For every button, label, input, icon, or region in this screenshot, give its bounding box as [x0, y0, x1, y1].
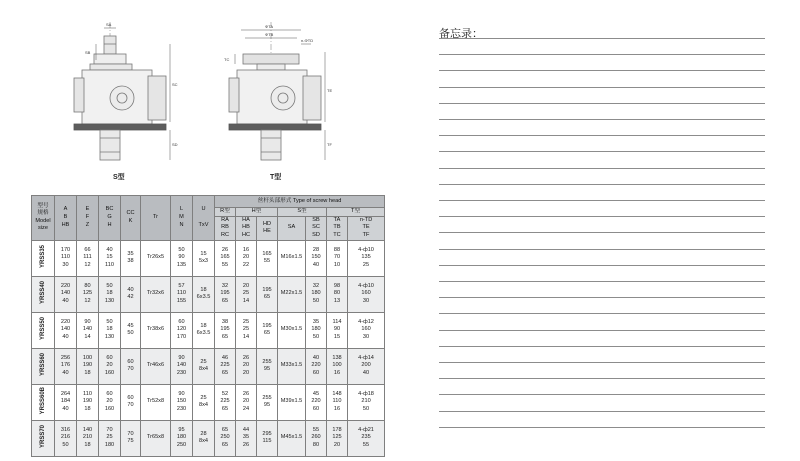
table-cell: 4-ф10 135 25: [348, 240, 385, 276]
t-type-drawing: [215, 14, 345, 164]
memo-line: [439, 103, 765, 104]
table-cell: Tr46x6: [141, 348, 171, 384]
table-cell: 32 195 65: [215, 276, 236, 312]
spec-table: [31, 195, 385, 457]
memo-line: [439, 297, 765, 298]
header-hd: HD HE: [257, 216, 278, 240]
table-cell: 4-ф18 210 50: [348, 384, 385, 420]
memo-line: [439, 362, 765, 363]
memo-line: [439, 249, 765, 250]
table-cell: 15 5x3: [193, 240, 215, 276]
table-cell: 110 190 18: [77, 384, 99, 420]
table-cell: 255 95: [257, 384, 278, 420]
dim-sa-label: SA: [106, 22, 112, 27]
table-cell: 60 120 170: [171, 312, 193, 348]
header-abh: A B HB: [55, 196, 77, 241]
table-cell: 295 115: [257, 420, 278, 456]
table-cell: M33x1.5: [278, 348, 306, 384]
header-ra: RA RB RC: [215, 216, 236, 240]
model-cell: YRSS60: [39, 352, 46, 376]
table-row: [32, 312, 385, 348]
memo-line: [439, 70, 765, 71]
memo-line: [439, 168, 765, 169]
table-cell: Tr65x8: [141, 420, 171, 456]
table-cell: 20 25 14: [236, 276, 257, 312]
table-cell: Tr52x8: [141, 384, 171, 420]
table-cell: 35 180 50: [306, 312, 327, 348]
table-cell: 4-ф10 160 30: [348, 276, 385, 312]
memo-line: [439, 265, 765, 266]
dim-sd-label: SD: [172, 142, 178, 147]
model-cell: YRSS40: [39, 280, 46, 304]
table-cell: 70 25 180: [99, 420, 121, 456]
table-cell: 148 110 16: [327, 384, 348, 420]
table-cell: 35 38: [121, 240, 141, 276]
table-cell: 90 150 230: [171, 384, 193, 420]
table-cell: 220 140 40: [55, 276, 77, 312]
table-cell: M16x1.5: [278, 240, 306, 276]
memo-line: [439, 135, 765, 136]
header-u: U TxV: [193, 196, 215, 241]
header-ta: TA TB TC: [327, 216, 348, 240]
model-cell: YRSS70: [39, 424, 46, 448]
header-h-type: H型: [236, 208, 278, 217]
table-cell: M30x1.5: [278, 312, 306, 348]
memo-line: [439, 38, 765, 39]
table-cell: M45x1.5: [278, 420, 306, 456]
table-cell: 26 20 24: [236, 384, 257, 420]
table-cell: 60 20 160: [99, 348, 121, 384]
table-cell: 256 176 40: [55, 348, 77, 384]
memo-line: [439, 346, 765, 347]
header-screw-head: 丝杆头部形式 Type of screw head: [215, 196, 385, 208]
header-ntd: n-TD TE TF: [348, 216, 385, 240]
table-cell: 40 15 110: [99, 240, 121, 276]
dim-tf-label: TF: [327, 142, 332, 147]
memo-line: [439, 87, 765, 88]
table-cell: 165 55: [257, 240, 278, 276]
dim-ta-label: ΦTA: [265, 24, 274, 29]
table-row: [32, 420, 385, 456]
table-cell: 138 100 16: [327, 348, 348, 384]
s-type-caption: S型: [113, 174, 125, 181]
table-cell: 316 216 50: [55, 420, 77, 456]
table-cell: Tr26x5: [141, 240, 171, 276]
table-cell: 100 190 18: [77, 348, 99, 384]
table-cell: 46 225 65: [215, 348, 236, 384]
header-t-type: T型: [327, 208, 385, 217]
table-cell: 55 260 80: [306, 420, 327, 456]
memo-line: [439, 200, 765, 201]
table-cell: 16 20 22: [236, 240, 257, 276]
memo-line: [439, 427, 765, 428]
memo-line: [439, 216, 765, 217]
memo-line: [439, 184, 765, 185]
table-row: [32, 384, 385, 420]
table-row: [32, 240, 385, 276]
table-cell: 195 65: [257, 312, 278, 348]
table-cell: 98 80 13: [327, 276, 348, 312]
table-cell: 4-ф14 200 40: [348, 348, 385, 384]
table-cell: 60 70: [121, 384, 141, 420]
table-cell: 60 20 160: [99, 384, 121, 420]
memo-line: [439, 119, 765, 120]
table-cell: 4-ф21 235 55: [348, 420, 385, 456]
table-cell: 44 35 26: [236, 420, 257, 456]
model-cell: YRSS60B: [39, 386, 46, 414]
header-efz: E F Z: [77, 196, 99, 241]
header-bcgh: BC G H: [99, 196, 121, 241]
table-cell: M22x1.5: [278, 276, 306, 312]
s-type-drawing: [60, 14, 190, 164]
dim-tc-label: TC: [224, 57, 230, 62]
table-cell: 18 6x3.5: [193, 276, 215, 312]
table-cell: 40 220 60: [306, 348, 327, 384]
model-cell: YRSS50: [39, 316, 46, 340]
memo-line: [439, 232, 765, 233]
memo-line: [439, 54, 765, 55]
model-cell: YRSS35: [39, 244, 46, 268]
header-cck: CC K: [121, 196, 141, 241]
memo-line: [439, 411, 765, 412]
table-cell: 255 95: [257, 348, 278, 384]
table-cell: 88 70 10: [327, 240, 348, 276]
table-cell: 195 65: [257, 276, 278, 312]
table-cell: 95 180 250: [171, 420, 193, 456]
table-cell: 40 42: [121, 276, 141, 312]
table-cell: 50 90 135: [171, 240, 193, 276]
table-cell: 178 125 20: [327, 420, 348, 456]
table-row: [32, 276, 385, 312]
table-cell: 65 250 65: [215, 420, 236, 456]
memo-line: [439, 378, 765, 379]
table-cell: 45 220 60: [306, 384, 327, 420]
table-cell: 90 140 14: [77, 312, 99, 348]
table-cell: 45 50: [121, 312, 141, 348]
table-cell: 26 20 20: [236, 348, 257, 384]
header-model: 型号 规格 Model size: [32, 196, 55, 241]
table-cell: 25 8x4: [193, 384, 215, 420]
table-cell: 25 8x4: [193, 348, 215, 384]
table-cell: 32 180 50: [306, 276, 327, 312]
dim-sc-label: SC: [172, 82, 178, 87]
table-cell: Tr32x6: [141, 276, 171, 312]
table-cell: 70 75: [121, 420, 141, 456]
table-cell: 52 225 65: [215, 384, 236, 420]
header-s-type: S型: [278, 208, 327, 217]
header-ha: HA HB HC: [236, 216, 257, 240]
table-cell: 25 25 14: [236, 312, 257, 348]
table-cell: 28 150 40: [306, 240, 327, 276]
table-row: [32, 348, 385, 384]
memo-line: [439, 330, 765, 331]
table-cell: 66 111 12: [77, 240, 99, 276]
table-cell: 80 125 12: [77, 276, 99, 312]
table-cell: 26 165 55: [215, 240, 236, 276]
dim-te-label: TE: [327, 88, 333, 93]
table-cell: Tr38x6: [141, 312, 171, 348]
table-cell: 140 210 18: [77, 420, 99, 456]
header-r-type: R型: [215, 208, 236, 217]
table-cell: 60 70: [121, 348, 141, 384]
memo-line: [439, 313, 765, 314]
header-lmn: L M N: [171, 196, 193, 241]
table-cell: 38 195 65: [215, 312, 236, 348]
memo-line: [439, 281, 765, 282]
header-tr: Tr: [141, 196, 171, 241]
dim-tb-label: ΦTB: [265, 32, 274, 37]
memo-line: [439, 394, 765, 395]
table-cell: 28 8x4: [193, 420, 215, 456]
table-cell: 90 140 230: [171, 348, 193, 384]
table-cell: 114 90 15: [327, 312, 348, 348]
table-cell: 264 184 40: [55, 384, 77, 420]
t-type-caption: T型: [270, 174, 282, 181]
table-cell: 18 6x3.5: [193, 312, 215, 348]
memo-line: [439, 151, 765, 152]
header-sa: SA: [278, 216, 306, 240]
dim-td-label: n-ΦTD: [301, 38, 314, 43]
table-cell: 50 18 130: [99, 276, 121, 312]
table-cell: 57 110 155: [171, 276, 193, 312]
memo-title: 备忘录：: [439, 27, 483, 40]
table-cell: 50 18 130: [99, 312, 121, 348]
table-cell: M39x1.5: [278, 384, 306, 420]
header-sb: SB SC SD: [306, 216, 327, 240]
table-cell: 4-ф12 160 30: [348, 312, 385, 348]
table-cell: 220 140 40: [55, 312, 77, 348]
table-cell: 170 110 30: [55, 240, 77, 276]
dim-sb-label: SB: [85, 50, 91, 55]
